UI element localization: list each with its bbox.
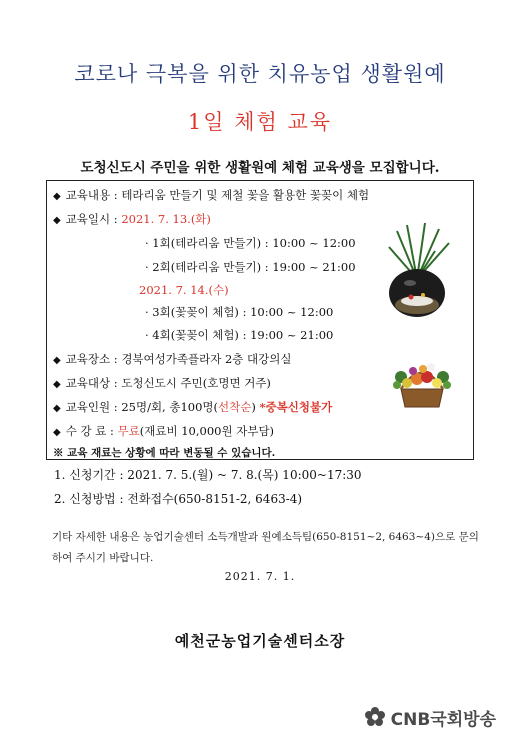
target-row: ◆ 교육대상 : 도청신도시 주민(호명면 거주)	[53, 376, 271, 390]
watermark-logo	[364, 704, 496, 730]
diamond-bullet-icon: ◆	[53, 215, 61, 226]
apply-method: 2. 신청방법 : 전화접수(650-8151-2, 6463-4)	[54, 492, 303, 506]
watermark-text: CNB국회방송	[390, 709, 496, 730]
diamond-bullet-icon: ◆	[53, 427, 61, 438]
people-row: ◆ 교육인원 : 25명/회, 총100명(선착순) *중복신청불가	[53, 400, 333, 414]
issue-date: 2021. 7. 1.	[224, 570, 296, 583]
signature: 예천군농업기술센터소장	[174, 632, 346, 650]
rose-of-sharon-icon	[364, 706, 386, 728]
place-row: ◆ 교육장소 : 경북여성가족플라자 2층 대강의실	[53, 352, 292, 366]
flower-basket-image	[387, 349, 457, 411]
notice-text: ※ 교육 재료는 상황에 따라 변동될 수 있습니다.	[53, 447, 276, 459]
session-1: · 1회(테라리움 만들기) : 10:00 ~ 12:00	[145, 236, 356, 250]
content-row: ◆ 교육내용 : 테라리움 만들기 및 제철 꽃을 활용한 꽃꽂이 체험	[53, 188, 370, 202]
session-2: · 2회(테라리움 만들기) : 19:00 ~ 21:00	[145, 260, 356, 274]
duplicate-note: *중복신청불가	[259, 400, 333, 414]
info-box	[46, 180, 474, 460]
diamond-bullet-icon: ◆	[53, 355, 61, 366]
session-3: · 3회(꽃꽂이 체험) : 10:00 ~ 12:00	[145, 305, 334, 319]
schedule-row: ◆ 교육일시 : 2021. 7. 13.(화)	[53, 212, 211, 226]
schedule-day2: 2021. 7. 14.(수)	[139, 283, 229, 297]
apply-period: 1. 신청기간 : 2021. 7. 5.(월) ~ 7. 8.(목) 10:00~17:30	[54, 468, 362, 482]
session-4: · 4회(꽃꽂이 체험) : 19:00 ~ 21:00	[145, 328, 334, 342]
fee-free: 무료	[117, 424, 140, 438]
fee-row: ◆ 수 강 료 : 무료(재료비 10,000원 자부담)	[53, 424, 275, 438]
lead-text: 도청신도시 주민을 위한 생활원예 체험 교육생을 모집합니다.	[80, 160, 440, 176]
etc-text: 기타 자세한 내용은 농업기술센터 소득개발과 원예소득팀(650-8151~2, 6463~4)으로 문의하여 주시기 바랍니다.	[52, 531, 479, 564]
page-title: 코로나 극복을 위한 치유농업 생활원예	[74, 62, 446, 86]
page-subtitle: 1일 체험 교육	[187, 110, 333, 134]
diamond-bullet-icon: ◆	[53, 191, 61, 202]
diamond-bullet-icon: ◆	[53, 403, 61, 414]
diamond-bullet-icon: ◆	[53, 379, 61, 390]
schedule-day1: 2021. 7. 13.(화)	[121, 212, 211, 226]
terrarium-image	[377, 221, 457, 321]
